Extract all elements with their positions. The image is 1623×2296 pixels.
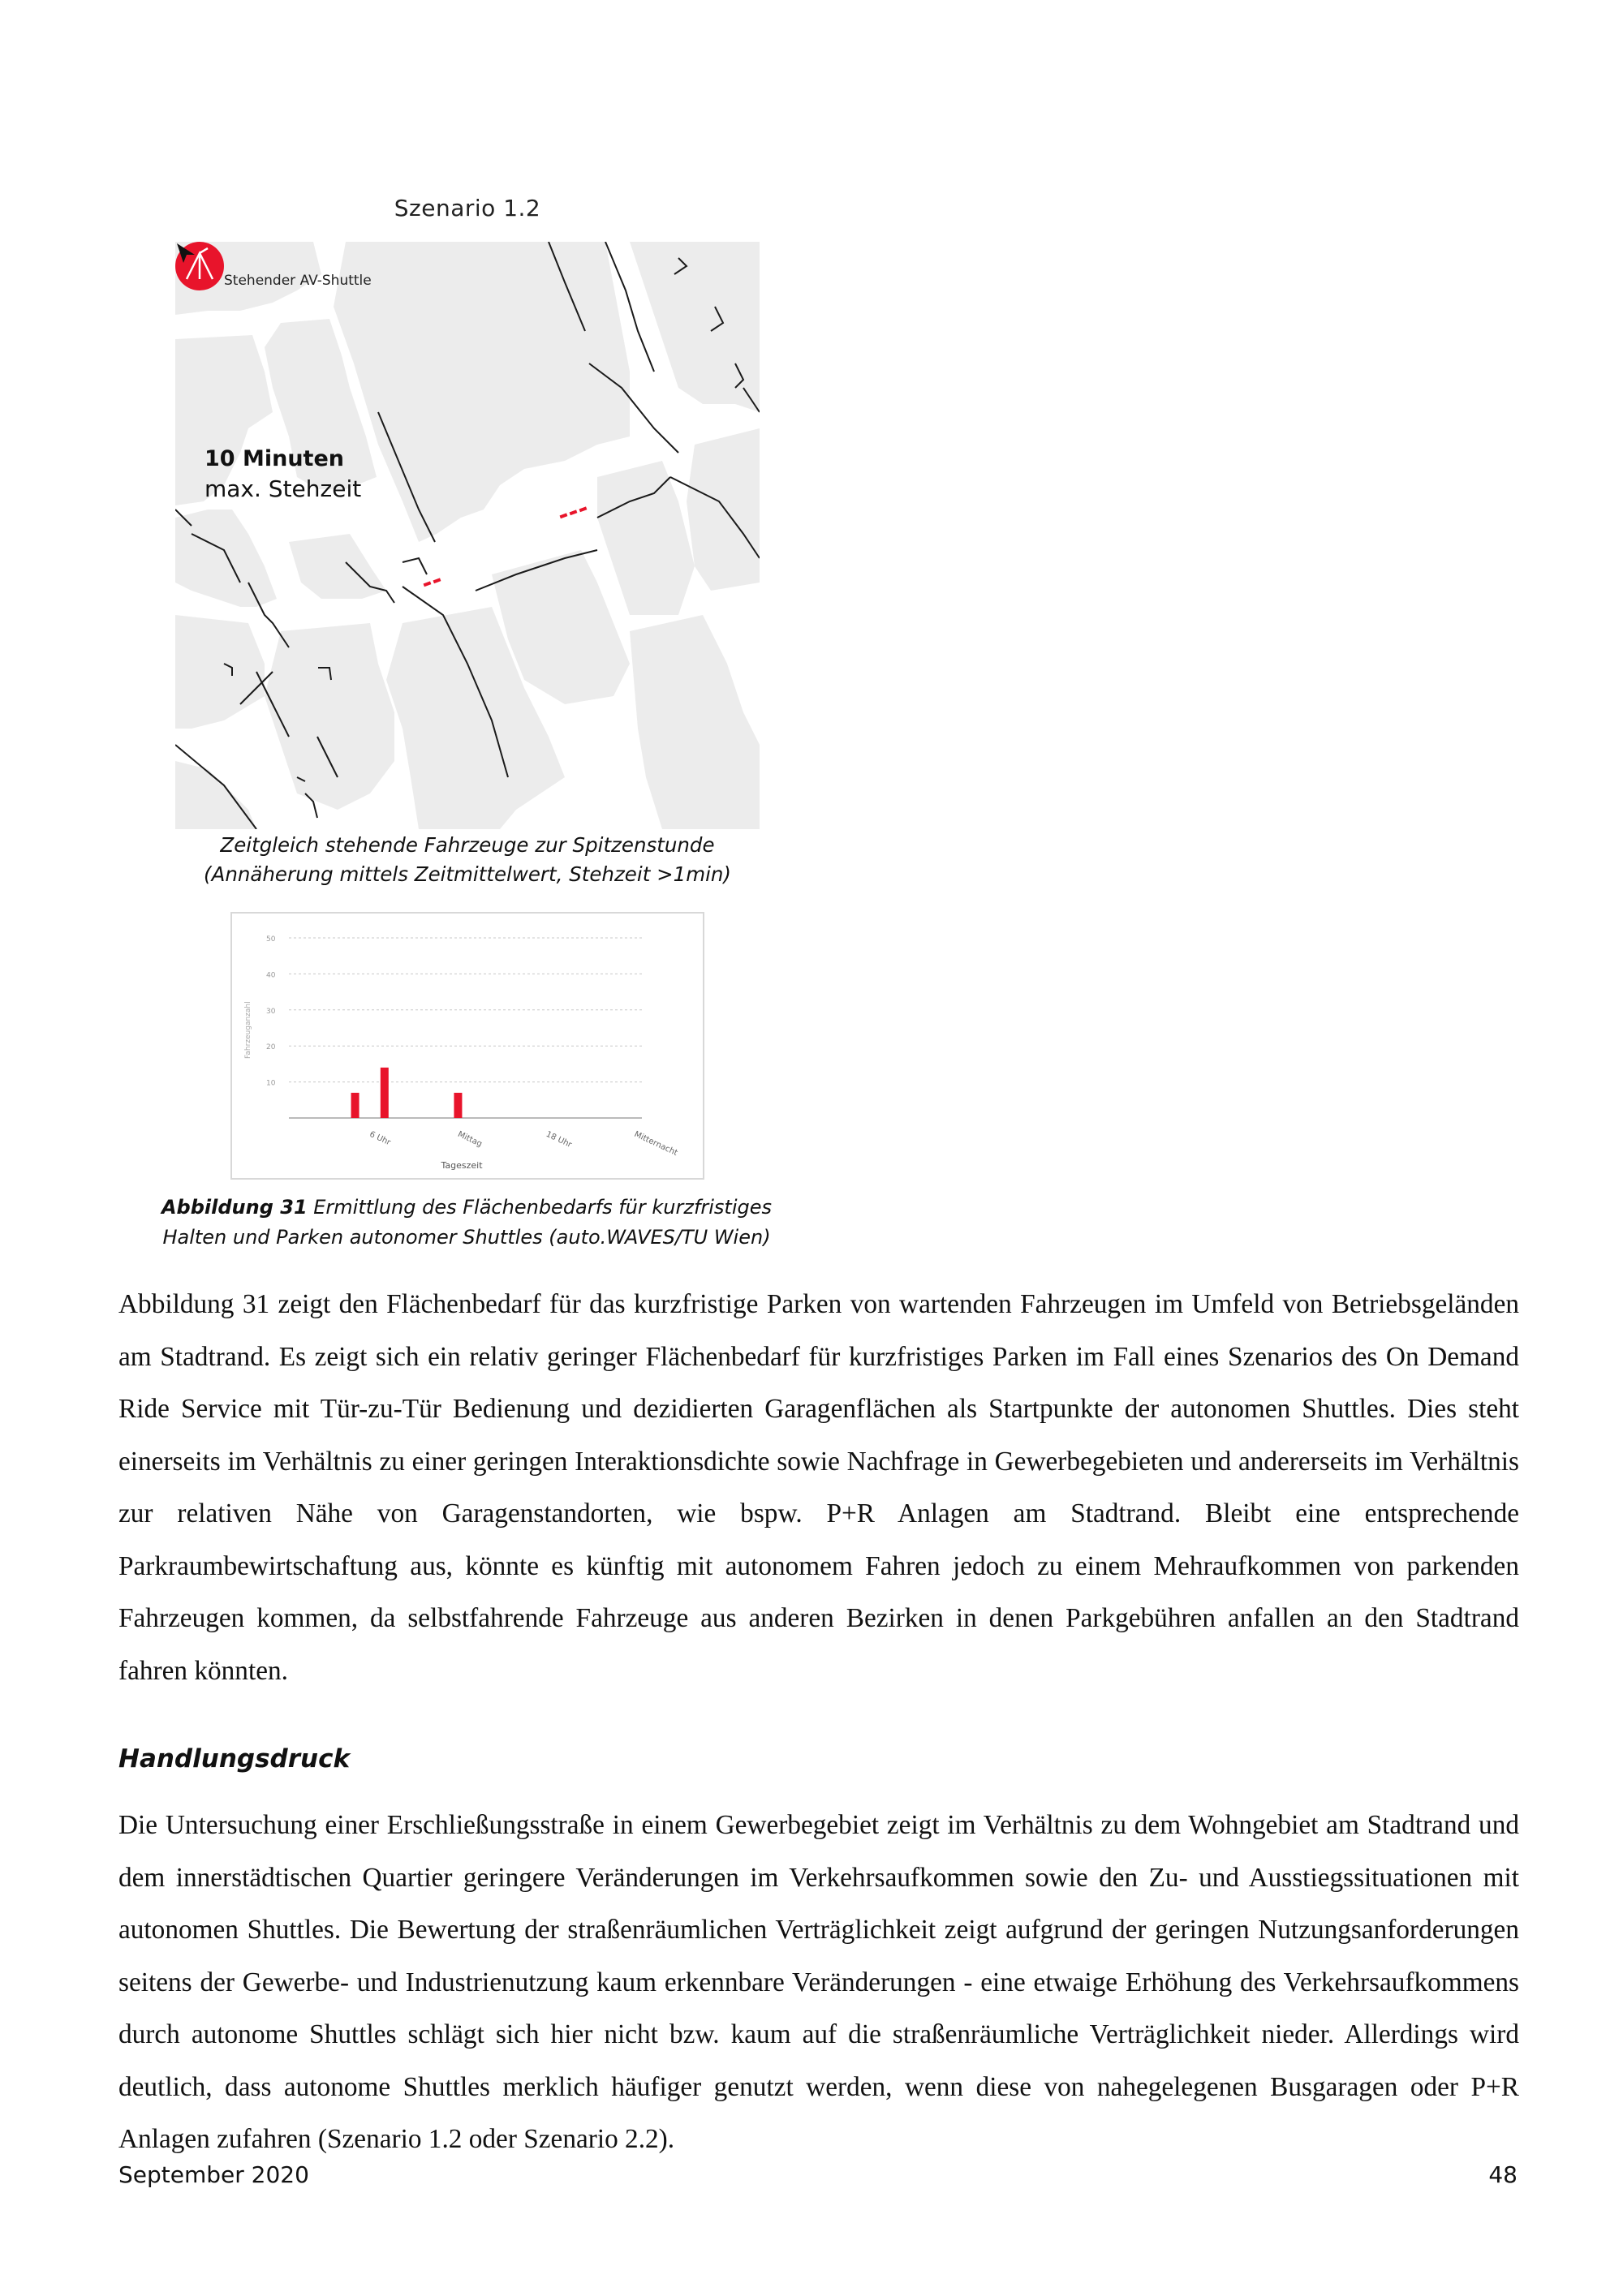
shuttle-marker (433, 578, 441, 583)
shuttle-marker (579, 506, 588, 512)
outline (403, 558, 427, 574)
max-duration-value: 10 Minuten (204, 446, 344, 471)
site-map-drawing (175, 242, 760, 829)
y-tick-label: 50 (266, 935, 276, 944)
figure-caption-label: Abbildung 31 (161, 1196, 308, 1219)
x-tick-label: 6 Uhr (368, 1129, 392, 1148)
building-blocks (175, 242, 760, 829)
figure-caption (122, 1193, 812, 1253)
legend-label: Stehender AV-Shuttle (224, 273, 372, 289)
shuttle-marker (570, 510, 578, 515)
max-duration-label: max. Stehzeit (204, 475, 362, 502)
section-subheading: Handlungsdruck (118, 1744, 351, 1774)
y-axis-label: Fahrzeuganzahl (244, 1001, 252, 1059)
scenario-title: Szenario 1.2 (394, 195, 541, 221)
y-tick-label: 10 (266, 1079, 276, 1088)
site-map (175, 242, 760, 829)
map-caption (175, 831, 760, 889)
building-block (630, 615, 760, 829)
shuttle-marker (560, 513, 568, 518)
x-tick-label: 18 Uhr (544, 1129, 574, 1150)
x-tick-label: Mitternacht (632, 1129, 679, 1159)
x-axis-label: Tageszeit (441, 1160, 483, 1171)
building-block (687, 428, 760, 591)
x-tick-label: Mittag (456, 1129, 484, 1150)
body-paragraph-1: Abbildung 31 zeigt den Flächenbedarf für das kurzfristige Parken von wartenden Fahrzeugen im Umfeld von Betriebsgeländen am Stadtrand. Es zeigt sich ein relativ geringer Flächenbedarf für kurzfristiges Parken im Fall eines Szenarios des On Demand Ride Service mit Tür-zu-Tür Bedienung und dezidierten Garagenflächen als Startpunkte der autonomen Shuttles. Dies steht einerseits im Verhältnis zu einer geringen Interaktionsdichte sowie Nachfrage in Gewerbegebieten und andererseits im Verhältnis zur relativen Nähe von Garagenstandorten, wie bspw. P+R Anlagen am Stadtrand. Bleibt eine entsprechende Parkraumbewirtschaftung aus, könnte es künftig mit autonomem Fahren jedoch zu einem Mehraufkommen von parkenden Fahrzeugen kommen, da selbstfahrende Fahrzeuge aus anderen Bezirken in denen Parkgebühren anfallen an den Stadtrand fahren könnten. (118, 1289, 1519, 1686)
y-tick-label: 20 (266, 1043, 276, 1052)
bar (381, 1068, 389, 1118)
building-block (597, 461, 695, 615)
figure-caption-line2: Halten und Parken autonomer Shuttles (auto.WAVES/TU Wien) (162, 1226, 771, 1249)
building-block (265, 623, 394, 810)
shuttle-marker (424, 581, 432, 587)
body-paragraph-2: Die Untersuchung einer Erschließungsstraße in einem Gewerbegebiet zeigt im Verhältnis zu dem Wohngebiet am Stadtrand und dem innerstädtischen Quartier geringere Veränderungen im Verkehrsaufkommen sowie den Zu- und Ausstiegssituationen mit autonomen Shuttles. Die Bewertung der straßenräumlichen Verträglichkeit zeigt aufgrund der geringen Nutzungsanforderungen seitens der Gewerbe- und Industrienutzung kaum erkennbare Veränderungen - eine etwaige Erhöhung des Verkehrsaufkommens durch autonome Shuttles schlägt sich hier nicht bzw. kaum auf die straßenräumliche Verträglichkeit nieder. Allerdings wird deutlich, dass autonome Shuttles merklich häufiger genutzt werden, wenn diese von nahegelegenen Busgaragen oder P+R Anlagen zufahren (Szenario 1.2 oder Szenario 2.2). (118, 1810, 1519, 2154)
building-block (175, 615, 265, 729)
bar (454, 1093, 462, 1118)
footer-date: September 2020 (118, 2161, 309, 2188)
bar-chart (230, 912, 704, 1180)
y-tick-label: 40 (266, 971, 276, 980)
bar-chart-svg (232, 914, 703, 1178)
building-block (175, 761, 256, 829)
map-caption-line2: (Annäherung mittels Zeitmittelwert, Stehzeit >1min) (204, 862, 731, 886)
bar (351, 1093, 359, 1118)
building-block (334, 242, 630, 542)
north-arrow-icon (175, 242, 196, 264)
page-number: 48 (1488, 2161, 1518, 2188)
figure-caption-text: Ermittlung des Flächenbedarfs für kurzfristiges (307, 1196, 773, 1219)
map-caption-line1: Zeitgleich stehende Fahrzeuge zur Spitzenstunde (220, 833, 715, 857)
building-block (630, 242, 760, 412)
building-block (289, 534, 386, 599)
y-tick-label: 30 (266, 1007, 276, 1016)
